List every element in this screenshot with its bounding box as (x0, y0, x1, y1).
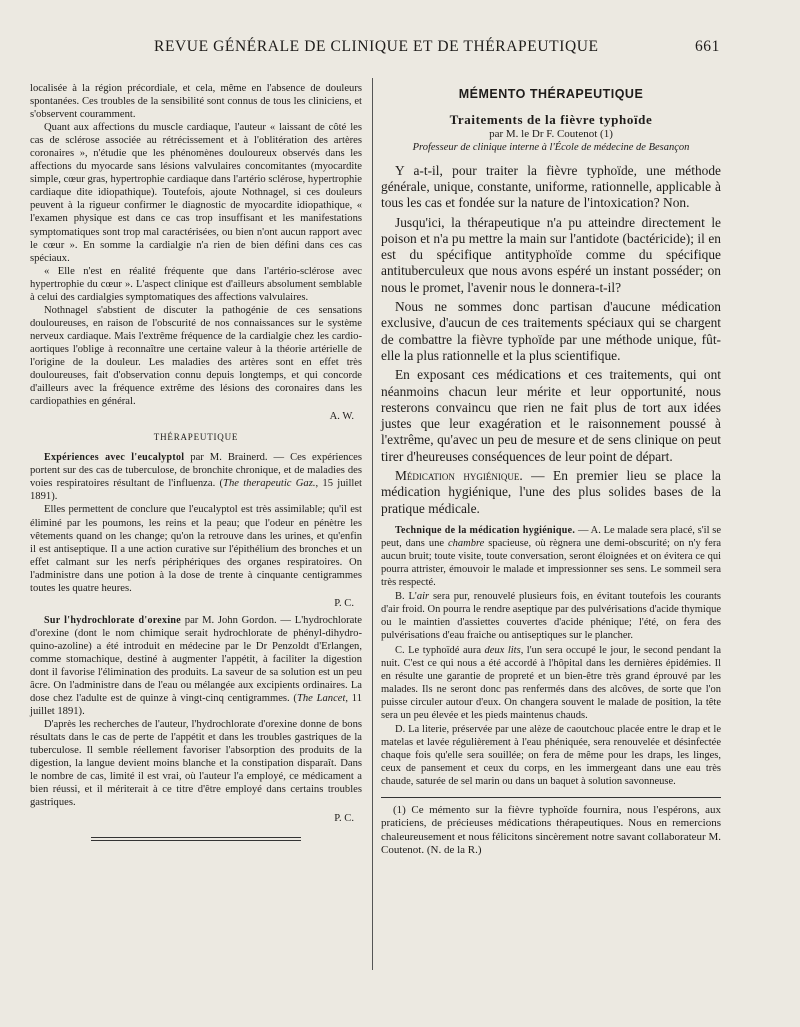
left-column (30, 82, 362, 841)
paragraph (381, 525, 721, 590)
paragraph-text: — En premier lieu se place la médication hygiénique, l'une des plus solides bases de la pratique médicale. (381, 467, 721, 516)
paragraph: D. La literie, préservée par une alèze de caoutchouc placée entre le drap et le matelas et lavée régulièrement à l'eau phéniquée, sera renouvelée et désinfectée chaque fois qu'elle sera souillée; on fera de même pour les draps, les linges, ceux de pansement et ceux du corps, en les immergeant dans une eau très chaude, saturée de sel marin ou dans un baquet à solution savonneuse. (381, 724, 721, 788)
journal-name: The therapeutic Gaz. (223, 478, 316, 490)
article-text: L'hydrochlorate d'orexine (dont le nom chimique serait hydrochlorate de phényl-dihydro-quino-azoline) a été introduit en médecine par le Dr Penzoldt d'Erlangen, comme stomachique, destiné à augmenter l'appétit, à faciliter la digestion dont il favorise l'élimination des produits. La saveur de sa solution est un peu âcre. On l'administre dans de l'eau ou mélangée aux excipients ordinaires. La dose chez l'adulte est de quinze à vingt-cinq centigrammes. ( (30, 614, 362, 705)
signature: P. C. (334, 812, 354, 824)
paragraph (381, 645, 721, 722)
signature: P. C. (334, 597, 354, 609)
memento-title: MÉMENTO THÉRAPEUTIQUE (458, 87, 644, 101)
citation-date: , 11 juillet 1891). (30, 693, 362, 718)
right-column (381, 82, 721, 857)
article-text: Ces expériences portent sur des cas de tuberculose, de bronchite chronique, et de maladies des voies respiratoires résultant de l'influenza. ( (30, 452, 362, 490)
article-orexine (30, 614, 362, 718)
paragraph: « Elle n'est en réalité fréquente que dans l'artério-sclérose avec hypertrophie du cœur ». L'aspect clinique est d'ailleurs absolument semblable à celui des cardialgies symptomatiques des affections valvulaires. (30, 265, 362, 303)
paragraph: Elles permettent de conclure que l'eucalyptol est très assimilable; qu'il est éliminé par les poumons, les reins et la peau; que l'odeur en pénètre les vêtements quand on les change; qu'on la retrouve dans les urines, et qu'enfin il est antiseptique. Il a une action curative sur l'épithélium des bronches et un effet calmant sur les nerfs périphériques des organes respiratoires. On l'administre dans une potion à la dose de trente à cinquante centigrammes toutes les quatre heures. (30, 504, 362, 594)
article-author: par M. Brainerd. — (184, 452, 291, 464)
article-author: par M. John Gordon. — (181, 614, 295, 626)
paragraph: Jusqu'ici, la thérapeutique n'a pu atteindre directement le poison et n'a pu mettre la main sur l'antidote (bactéricide); il en est du spécifique antityphoïde comme du spécifique antituberculeux que nous avons espéré un instant posséder; on nous le promet, l'avenir nous le donnera-t-il? (381, 214, 721, 295)
paragraph (381, 591, 721, 643)
author-affiliation: Professeur de clinique interne à l'École de médecine de Besançon (412, 142, 690, 154)
section-heading: THÉRAPEUTIQUE (153, 432, 239, 443)
article-subtitle: Traitements de la fièvre typhoïde (449, 112, 653, 128)
article-title: Sur l'hydrochlorate d'orexine (44, 614, 182, 626)
paragraph: Quant aux affections du muscle cardiaque, l'auteur « laissant de côté les cas de sclérose associée au rétrécissement et à l'oblitération des artères coronaires », n'étudie que les phénomènes douloureux observés dans les affections du myocarde sans lésions valvulaires concomitantes (myocardite simple, cœur gras, hypertrophie cardiaque dans l'artério sclérose, hypertrophie cardiaque dite idiopathique). Toutefois, ajoute Nothnagel, si ces douleurs peuvent à la rigueur confirmer le diagnostic de myocardite idiopathique, « l'examen physique est dans ce cas trop insuffisant et les manifestations symptomatiques sont trop mal caractérisées, ou bien n'ont aucun rapport avec le cœur ». En somme la cardialgie n'a rien de bien défini dans ces cas spéciaux. (30, 122, 362, 264)
footnote-rule (381, 797, 721, 798)
paragraph-text: C. Le typhoïdé aura (395, 645, 485, 657)
paragraph-text: B. L' (395, 591, 417, 603)
article-author: par M. le Dr F. Coutenot (1) (489, 128, 613, 141)
journal-name: The Lancet (296, 693, 346, 705)
article-eucalyptol (30, 451, 362, 503)
article-title: Expériences avec l'eucalyptol (44, 452, 185, 464)
paragraph: En exposant ces médications et ces traitements, qui ont néanmoins chacun leur mérite et leur opportunité, nous resterons convaincu que rien ne fait plus de tort aux idées justes que leur exagération et le raisonnement poussé à l'extrême, qu'avec un peu de mesure et de sens clinique on peut tirer d'heureuses conséquences de leur point de départ. (381, 367, 721, 464)
paragraph: Y a-t-il, pour traiter la fièvre typhoïde, une méthode générale, unique, constante, uniforme, rationnelle, applicable à tous les cas et fondée sur la nature de l'intoxication? Non. (381, 162, 721, 211)
section-lead: Médication hygiénique. (395, 467, 523, 483)
paragraph-text: , l'un sera occupé le jour, le second pendant la nuit. C'est ce qui nous a été accordé à l'hôpital dans les dernières épidémies. Il en résulte une garantie de propreté et un bien-être très grand éprouvé par les malades. Ils ne seront donc pas renfermés dans des alcôves, de sorte que l'on puisse circuler autour d'eux. On changera souvent le malade de position, la tête sera un peu élevée et les pieds maintenus chauds. (381, 645, 721, 721)
paragraph-text: sera pur, renouvelé plusieurs fois, en évitant toutefois les courants d'air froid. On pourra le rendre aseptique par des pulvérisations d'acide thymique ou le maintien d'assiettes couvertes d'acide phénique; l'été, on fera des pulvérisations d'eau fraiche ou antiseptiques sur le plancher. (381, 591, 721, 642)
column-divider (372, 78, 373, 970)
signature: A. W. (329, 411, 354, 423)
paragraph (381, 468, 721, 517)
paragraph: Nous ne sommes donc partisan d'aucune médication exclusive, d'aucun de ces traitements spéciaux qui se chargent de combattre la fièvre typhoïde par une méthode unique, fût-elle la plus rationnelle et la plus scientifique. (381, 299, 721, 363)
paragraph: D'après les recherches de l'auteur, l'hydrochlorate d'orexine donne de bons résultats dans le cas de perte de l'appétit et dans les troubles gastriques de la tuberculose. Il semble réellement favoriser l'absorption des produits de la digestion, la langue devient moins blanche et la constipation disparaît. Dans le nombre de cas, limité il est vrai, où l'auteur l'a employé, ce médicament a bien réussi, et il mériterait à ce titre d'être employé dans certains troubles gastriques. (30, 719, 362, 809)
memento-body (381, 163, 721, 517)
footnote: (1) Ce mémento sur la fièvre typhoïde fournira, nous l'espérons, aux praticiens, de précieuses médications thérapeutiques. Nous en remercions chaleureusement et nous félicitons sincèrement notre savant collaborateur M. Coutenot. (N. de la R.) (381, 804, 721, 856)
page-number: 661 (694, 38, 720, 55)
running-header (76, 34, 720, 58)
paragraph-text: — A. Le malade sera placé, s'il se peut, dans une (381, 524, 721, 549)
emphasis: deux lits (484, 645, 521, 657)
journal-title: REVUE GÉNÉRALE DE CLINIQUE ET DE THÉRAPEUTIQUE (154, 38, 599, 55)
emphasis: chambre (447, 537, 485, 549)
paragraph-text: spacieuse, où règnera une demi-obscurité; on n'y fera aucun bruit; toute visite, toute conversation, seront éloignées et on évitera ce qui pourra attrister, émouvoir le malade et impressionner ses sens. Le sommeil sera très respecté. (381, 537, 721, 588)
technique-section (381, 525, 721, 789)
emphasis: air (416, 591, 430, 603)
paragraph: Nothnagel s'abstient de discuter la pathogénie de ces sensations douloureuses, en raison de l'obscurité de nos connaissances sur le système nerveux cardiaque. Mais l'extrême fréquence de la cardialgie chez les cardio-aortiques l'oblige à reconnaître une certaine valeur à la théorie artérielle de l'origine de la douleur. Les maladies des artères sont en effet très douloureuses, fait d'observation connu depuis longtemps, et qui concorde d'ailleurs avec la fréquence extrême des lésions des coronaires dans les cardiopathies en général. (30, 304, 362, 408)
technique-title: Technique de la médication hygiénique. (395, 524, 576, 536)
citation-date: , 15 juillet 1891). (30, 478, 362, 503)
end-rule (91, 837, 301, 841)
paragraph: localisée à la région précordiale, et cela, même en l'absence de douleurs spontanées. Ces troubles de la sensibilité sont connus de tous les cliniciens, et s'observent couramment. (30, 83, 362, 121)
